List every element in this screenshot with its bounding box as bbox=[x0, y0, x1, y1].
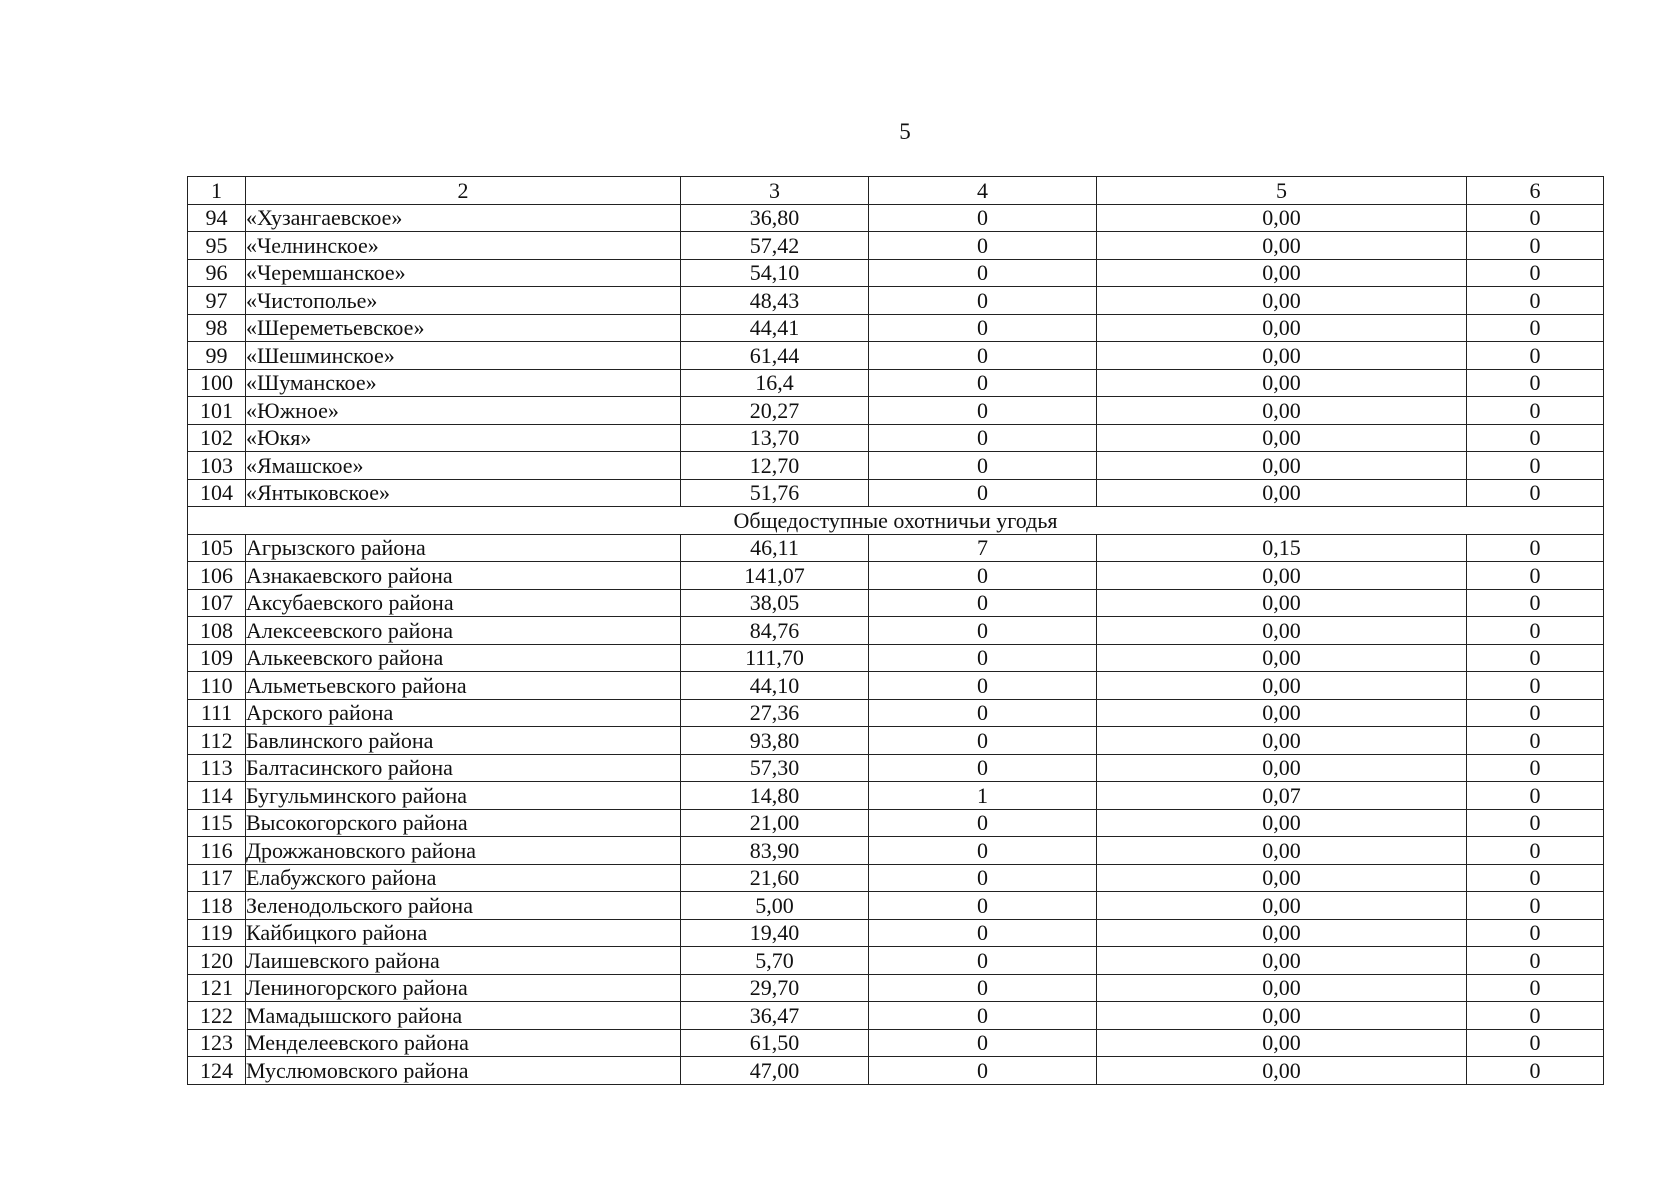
col3-cell: 93,80 bbox=[681, 727, 869, 755]
col5-cell: 0,00 bbox=[1097, 259, 1467, 287]
col6-cell: 0 bbox=[1467, 259, 1604, 287]
col6-cell: 0 bbox=[1467, 974, 1604, 1002]
col6-cell: 0 bbox=[1467, 232, 1604, 260]
name-cell: Алексеевского района bbox=[246, 617, 681, 645]
col5-cell: 0,00 bbox=[1097, 589, 1467, 617]
name-cell: «Южное» bbox=[246, 397, 681, 425]
table-row bbox=[188, 974, 1604, 1002]
col5-cell: 0,00 bbox=[1097, 369, 1467, 397]
col6-cell: 0 bbox=[1467, 424, 1604, 452]
col3-cell: 13,70 bbox=[681, 424, 869, 452]
col3-cell: 46,11 bbox=[681, 534, 869, 562]
name-cell: «Шешминское» bbox=[246, 342, 681, 370]
row-number-cell: 96 bbox=[188, 259, 246, 287]
table-row bbox=[188, 699, 1604, 727]
table-row bbox=[188, 617, 1604, 645]
col4-cell: 0 bbox=[869, 1002, 1097, 1030]
col6-cell: 0 bbox=[1467, 617, 1604, 645]
col5-cell: 0,00 bbox=[1097, 1057, 1467, 1085]
column-number-header: 5 bbox=[1097, 177, 1467, 205]
name-cell: Дрожжановского района bbox=[246, 837, 681, 865]
row-number-cell: 111 bbox=[188, 699, 246, 727]
table-row bbox=[188, 452, 1604, 480]
row-number-cell: 94 bbox=[188, 204, 246, 232]
col5-cell: 0,00 bbox=[1097, 892, 1467, 920]
table-row bbox=[188, 342, 1604, 370]
row-number-cell: 115 bbox=[188, 809, 246, 837]
col6-cell: 0 bbox=[1467, 892, 1604, 920]
col5-cell: 0,00 bbox=[1097, 232, 1467, 260]
col6-cell: 0 bbox=[1467, 1002, 1604, 1030]
col3-cell: 19,40 bbox=[681, 919, 869, 947]
col3-cell: 47,00 bbox=[681, 1057, 869, 1085]
table-row bbox=[188, 672, 1604, 700]
col4-cell: 0 bbox=[869, 204, 1097, 232]
col6-cell: 0 bbox=[1467, 699, 1604, 727]
col5-cell: 0,00 bbox=[1097, 699, 1467, 727]
name-cell: Высокогорского района bbox=[246, 809, 681, 837]
table-row bbox=[188, 479, 1604, 507]
col4-cell: 7 bbox=[869, 534, 1097, 562]
data-table bbox=[187, 176, 1604, 1085]
col3-cell: 14,80 bbox=[681, 782, 869, 810]
col5-cell: 0,00 bbox=[1097, 1002, 1467, 1030]
col5-cell: 0,00 bbox=[1097, 727, 1467, 755]
col6-cell: 0 bbox=[1467, 479, 1604, 507]
header-row bbox=[188, 177, 1604, 205]
col5-cell: 0,00 bbox=[1097, 342, 1467, 370]
row-number-cell: 108 bbox=[188, 617, 246, 645]
row-number-cell: 116 bbox=[188, 837, 246, 865]
col6-cell: 0 bbox=[1467, 864, 1604, 892]
col4-cell: 0 bbox=[869, 919, 1097, 947]
table-row bbox=[188, 837, 1604, 865]
col3-cell: 29,70 bbox=[681, 974, 869, 1002]
table-row bbox=[188, 534, 1604, 562]
name-cell: Менделеевского района bbox=[246, 1029, 681, 1057]
row-number-cell: 121 bbox=[188, 974, 246, 1002]
col6-cell: 0 bbox=[1467, 754, 1604, 782]
row-number-cell: 101 bbox=[188, 397, 246, 425]
name-cell: Мамадышского района bbox=[246, 1002, 681, 1030]
section-row bbox=[188, 507, 1604, 535]
name-cell: Балтасинского района bbox=[246, 754, 681, 782]
table-row bbox=[188, 204, 1604, 232]
col4-cell: 0 bbox=[869, 837, 1097, 865]
column-number-header: 4 bbox=[869, 177, 1097, 205]
col4-cell: 0 bbox=[869, 672, 1097, 700]
col5-cell: 0,00 bbox=[1097, 644, 1467, 672]
col6-cell: 0 bbox=[1467, 204, 1604, 232]
name-cell: Альметьевского района bbox=[246, 672, 681, 700]
section-title: Общедоступные охотничьи угодья bbox=[188, 507, 1604, 535]
col6-cell: 0 bbox=[1467, 562, 1604, 590]
table-row bbox=[188, 232, 1604, 260]
table-row bbox=[188, 864, 1604, 892]
col4-cell: 0 bbox=[869, 232, 1097, 260]
row-number-cell: 123 bbox=[188, 1029, 246, 1057]
col6-cell: 0 bbox=[1467, 919, 1604, 947]
col5-cell: 0,00 bbox=[1097, 452, 1467, 480]
name-cell: Алькеевского района bbox=[246, 644, 681, 672]
col4-cell: 0 bbox=[869, 397, 1097, 425]
table-row bbox=[188, 919, 1604, 947]
col6-cell: 0 bbox=[1467, 947, 1604, 975]
col5-cell: 0,00 bbox=[1097, 424, 1467, 452]
column-number-header: 1 bbox=[188, 177, 246, 205]
name-cell: Муслюмовского района bbox=[246, 1057, 681, 1085]
table-row bbox=[188, 589, 1604, 617]
col5-cell: 0,00 bbox=[1097, 314, 1467, 342]
col3-cell: 5,00 bbox=[681, 892, 869, 920]
col3-cell: 20,27 bbox=[681, 397, 869, 425]
name-cell: Елабужского района bbox=[246, 864, 681, 892]
col4-cell: 0 bbox=[869, 452, 1097, 480]
col3-cell: 21,00 bbox=[681, 809, 869, 837]
col3-cell: 61,44 bbox=[681, 342, 869, 370]
col6-cell: 0 bbox=[1467, 672, 1604, 700]
name-cell: Бугульминского района bbox=[246, 782, 681, 810]
col5-cell: 0,00 bbox=[1097, 864, 1467, 892]
name-cell: «Шуманское» bbox=[246, 369, 681, 397]
col4-cell: 0 bbox=[869, 1057, 1097, 1085]
table-row bbox=[188, 782, 1604, 810]
table-row bbox=[188, 287, 1604, 315]
name-cell: «Хузангаевское» bbox=[246, 204, 681, 232]
col6-cell: 0 bbox=[1467, 397, 1604, 425]
table-row bbox=[188, 754, 1604, 782]
col4-cell: 0 bbox=[869, 809, 1097, 837]
row-number-cell: 118 bbox=[188, 892, 246, 920]
row-number-cell: 107 bbox=[188, 589, 246, 617]
table-row bbox=[188, 1057, 1604, 1085]
name-cell: «Чистополье» bbox=[246, 287, 681, 315]
name-cell: «Юкя» bbox=[246, 424, 681, 452]
col5-cell: 0,00 bbox=[1097, 617, 1467, 645]
col6-cell: 0 bbox=[1467, 452, 1604, 480]
row-number-cell: 98 bbox=[188, 314, 246, 342]
table-row bbox=[188, 809, 1604, 837]
col6-cell: 0 bbox=[1467, 1029, 1604, 1057]
col5-cell: 0,00 bbox=[1097, 672, 1467, 700]
name-cell: Лаишевского района bbox=[246, 947, 681, 975]
table-row bbox=[188, 727, 1604, 755]
col4-cell: 0 bbox=[869, 974, 1097, 1002]
col3-cell: 44,41 bbox=[681, 314, 869, 342]
col6-cell: 0 bbox=[1467, 809, 1604, 837]
column-number-header: 3 bbox=[681, 177, 869, 205]
col4-cell: 0 bbox=[869, 617, 1097, 645]
name-cell: Арского района bbox=[246, 699, 681, 727]
col5-cell: 0,00 bbox=[1097, 287, 1467, 315]
col4-cell: 0 bbox=[869, 892, 1097, 920]
row-number-cell: 97 bbox=[188, 287, 246, 315]
table-row bbox=[188, 562, 1604, 590]
row-number-cell: 120 bbox=[188, 947, 246, 975]
table-row bbox=[188, 259, 1604, 287]
col4-cell: 1 bbox=[869, 782, 1097, 810]
col3-cell: 84,76 bbox=[681, 617, 869, 645]
col3-cell: 36,80 bbox=[681, 204, 869, 232]
row-number-cell: 119 bbox=[188, 919, 246, 947]
col5-cell: 0,00 bbox=[1097, 837, 1467, 865]
col3-cell: 141,07 bbox=[681, 562, 869, 590]
col5-cell: 0,00 bbox=[1097, 919, 1467, 947]
col5-cell: 0,00 bbox=[1097, 809, 1467, 837]
col3-cell: 12,70 bbox=[681, 452, 869, 480]
col4-cell: 0 bbox=[869, 314, 1097, 342]
col3-cell: 54,10 bbox=[681, 259, 869, 287]
column-number-header: 2 bbox=[246, 177, 681, 205]
name-cell: Азнакаевского района bbox=[246, 562, 681, 590]
col4-cell: 0 bbox=[869, 562, 1097, 590]
col6-cell: 0 bbox=[1467, 644, 1604, 672]
name-cell: «Ямашское» bbox=[246, 452, 681, 480]
col6-cell: 0 bbox=[1467, 342, 1604, 370]
col4-cell: 0 bbox=[869, 589, 1097, 617]
col6-cell: 0 bbox=[1467, 589, 1604, 617]
col4-cell: 0 bbox=[869, 369, 1097, 397]
col3-cell: 44,10 bbox=[681, 672, 869, 700]
table-row bbox=[188, 424, 1604, 452]
col5-cell: 0,00 bbox=[1097, 479, 1467, 507]
name-cell: «Шереметьевское» bbox=[246, 314, 681, 342]
row-number-cell: 109 bbox=[188, 644, 246, 672]
col3-cell: 57,42 bbox=[681, 232, 869, 260]
row-number-cell: 122 bbox=[188, 1002, 246, 1030]
row-number-cell: 95 bbox=[188, 232, 246, 260]
col5-cell: 0,00 bbox=[1097, 562, 1467, 590]
row-number-cell: 114 bbox=[188, 782, 246, 810]
col4-cell: 0 bbox=[869, 947, 1097, 975]
col5-cell: 0,15 bbox=[1097, 534, 1467, 562]
col4-cell: 0 bbox=[869, 424, 1097, 452]
col6-cell: 0 bbox=[1467, 287, 1604, 315]
col3-cell: 21,60 bbox=[681, 864, 869, 892]
row-number-cell: 102 bbox=[188, 424, 246, 452]
col5-cell: 0,00 bbox=[1097, 1029, 1467, 1057]
col5-cell: 0,00 bbox=[1097, 397, 1467, 425]
col4-cell: 0 bbox=[869, 342, 1097, 370]
row-number-cell: 112 bbox=[188, 727, 246, 755]
table-row bbox=[188, 1002, 1604, 1030]
table-body bbox=[188, 177, 1604, 1085]
table-row bbox=[188, 947, 1604, 975]
col6-cell: 0 bbox=[1467, 837, 1604, 865]
col4-cell: 0 bbox=[869, 644, 1097, 672]
col4-cell: 0 bbox=[869, 287, 1097, 315]
col3-cell: 111,70 bbox=[681, 644, 869, 672]
col5-cell: 0,07 bbox=[1097, 782, 1467, 810]
row-number-cell: 106 bbox=[188, 562, 246, 590]
name-cell: Агрызского района bbox=[246, 534, 681, 562]
col4-cell: 0 bbox=[869, 699, 1097, 727]
col3-cell: 16,4 bbox=[681, 369, 869, 397]
col3-cell: 57,30 bbox=[681, 754, 869, 782]
col6-cell: 0 bbox=[1467, 314, 1604, 342]
table-row bbox=[188, 892, 1604, 920]
row-number-cell: 103 bbox=[188, 452, 246, 480]
col4-cell: 0 bbox=[869, 479, 1097, 507]
name-cell: «Челнинское» bbox=[246, 232, 681, 260]
col3-cell: 38,05 bbox=[681, 589, 869, 617]
col3-cell: 51,76 bbox=[681, 479, 869, 507]
row-number-cell: 117 bbox=[188, 864, 246, 892]
row-number-cell: 124 bbox=[188, 1057, 246, 1085]
table-row bbox=[188, 397, 1604, 425]
col4-cell: 0 bbox=[869, 1029, 1097, 1057]
col3-cell: 5,70 bbox=[681, 947, 869, 975]
name-cell: Зеленодольского района bbox=[246, 892, 681, 920]
col5-cell: 0,00 bbox=[1097, 754, 1467, 782]
name-cell: Бавлинского района bbox=[246, 727, 681, 755]
col3-cell: 83,90 bbox=[681, 837, 869, 865]
col3-cell: 27,36 bbox=[681, 699, 869, 727]
column-number-header: 6 bbox=[1467, 177, 1604, 205]
col4-cell: 0 bbox=[869, 754, 1097, 782]
row-number-cell: 113 bbox=[188, 754, 246, 782]
col3-cell: 61,50 bbox=[681, 1029, 869, 1057]
row-number-cell: 104 bbox=[188, 479, 246, 507]
table-row bbox=[188, 314, 1604, 342]
col6-cell: 0 bbox=[1467, 782, 1604, 810]
col4-cell: 0 bbox=[869, 727, 1097, 755]
name-cell: «Янтыковское» bbox=[246, 479, 681, 507]
col5-cell: 0,00 bbox=[1097, 947, 1467, 975]
col4-cell: 0 bbox=[869, 864, 1097, 892]
col6-cell: 0 bbox=[1467, 369, 1604, 397]
col3-cell: 36,47 bbox=[681, 1002, 869, 1030]
name-cell: Кайбицкого района bbox=[246, 919, 681, 947]
name-cell: Аксубаевского района bbox=[246, 589, 681, 617]
page-number: 5 bbox=[899, 119, 911, 144]
name-cell: Лениногорского района bbox=[246, 974, 681, 1002]
row-number-cell: 100 bbox=[188, 369, 246, 397]
name-cell: «Черемшанское» bbox=[246, 259, 681, 287]
col5-cell: 0,00 bbox=[1097, 204, 1467, 232]
col5-cell: 0,00 bbox=[1097, 974, 1467, 1002]
col6-cell: 0 bbox=[1467, 1057, 1604, 1085]
table-row bbox=[188, 644, 1604, 672]
table-row bbox=[188, 1029, 1604, 1057]
col4-cell: 0 bbox=[869, 259, 1097, 287]
row-number-cell: 110 bbox=[188, 672, 246, 700]
col6-cell: 0 bbox=[1467, 534, 1604, 562]
col6-cell: 0 bbox=[1467, 727, 1604, 755]
row-number-cell: 99 bbox=[188, 342, 246, 370]
table-row bbox=[188, 369, 1604, 397]
col3-cell: 48,43 bbox=[681, 287, 869, 315]
row-number-cell: 105 bbox=[188, 534, 246, 562]
